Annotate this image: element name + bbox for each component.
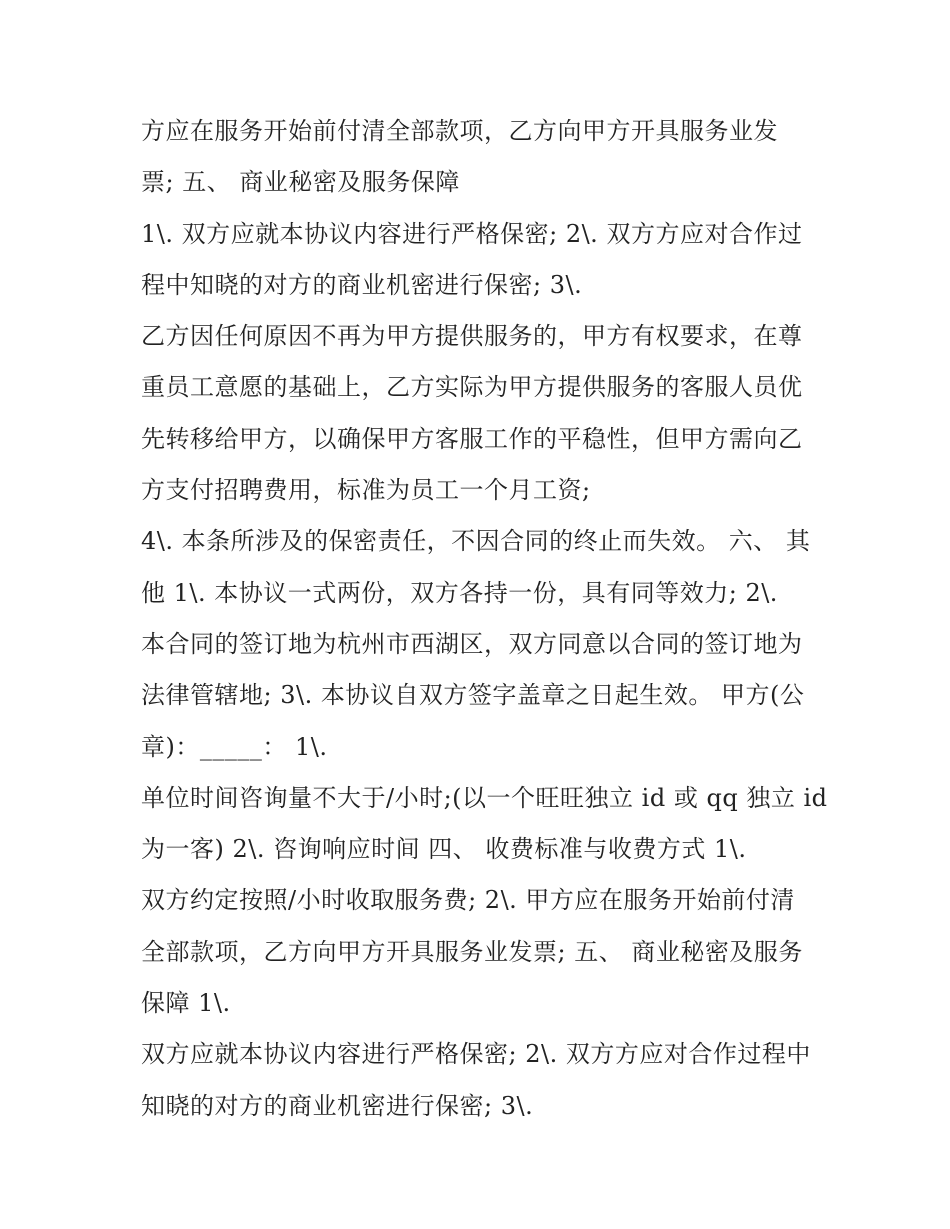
text-line: 全部款项，乙方向甲方开具服务业发票; 五、 商业秘密及服务 [141,937,803,966]
text-line: 他 1\. 本协议一式两份，双方各持一份，具有同等效力; 2\. [141,578,778,607]
text-line: 知晓的对方的商业机密进行保密; 3\. [141,1091,534,1120]
text-line: 乙方因任何原因不再为甲方提供服务的，甲方有权要求，在尊 [141,322,803,351]
text-line: 双方约定按照/小时收取服务费; 2\. 甲方应在服务开始前付清 [141,886,795,915]
text-line: 重员工意愿的基础上，乙方实际为甲方提供服务的客服人员优 [141,373,803,402]
text-line: 章)：_____： 1\. [141,732,328,761]
text-line: 单位时间咨询量不大于/小时;(以一个旺旺独立 id 或 qq 独立 id [141,783,828,812]
text-line: 双方应就本协议内容进行严格保密; 2\. 双方方应对合作过程中 [141,1040,811,1069]
text-line: 本合同的签订地为杭州市西湖区，双方同意以合同的签订地为 [141,629,803,658]
text-line: 法律管辖地; 3\. 本协议自双方签字盖章之日起生效。 甲方(公 [141,681,805,710]
text-line: 先转移给甲方，以确保甲方客服工作的平稳性，但甲方需向乙 [141,424,803,453]
document-body [141,106,828,1132]
text-line: 1\. 双方应就本协议内容进行严格保密; 2\. 双方方应对合作过 [141,219,803,248]
text-line: 方应在服务开始前付清全部款项，乙方向甲方开具服务业发 [141,117,778,145]
text-line: 方支付招聘费用，标准为员工一个月工资; [141,476,591,505]
text-line: 保障 1\. [141,989,231,1018]
text-line: 为一客) 2\. 咨询响应时间 四、 收费标准与收费方式 1\. [141,835,747,864]
text-line: 程中知晓的对方的商业机密进行保密; 3\. [141,270,583,299]
text-line: 4\. 本条所涉及的保密责任，不因合同的终止而失效。 六、 其 [141,527,811,556]
text-line: 票; 五、 商业秘密及服务保障 [141,168,460,197]
